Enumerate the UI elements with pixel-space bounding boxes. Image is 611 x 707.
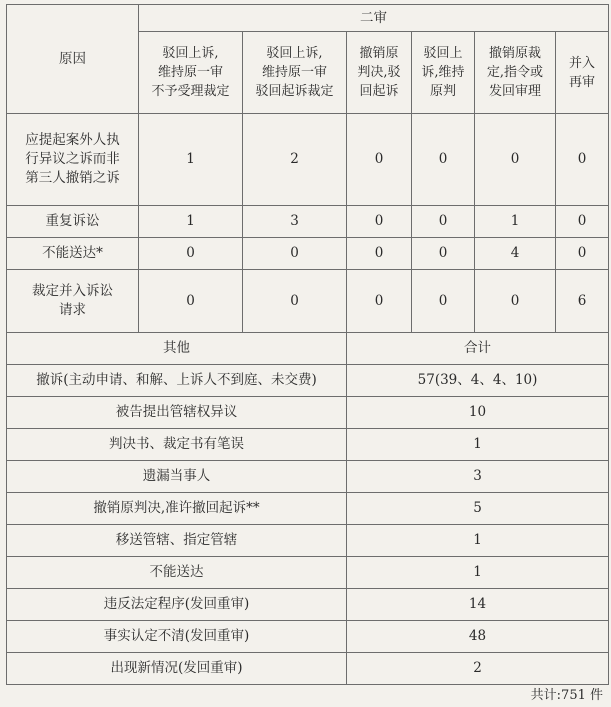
other-value: 57(39、4、4、10) [347, 365, 609, 397]
other-row [7, 429, 609, 461]
other-value: 1 [347, 429, 609, 461]
other-row [7, 589, 609, 621]
reason-row [7, 114, 609, 206]
reason-label: 应提起案外人执 行异议之诉而非 第三人撤销之诉 [7, 114, 139, 206]
other-label: 判决书、裁定书有笔误 [7, 429, 347, 461]
other-value: 1 [347, 525, 609, 557]
reason-value: 2 [243, 114, 347, 206]
column-header: 撤销原 判决,驳 回起诉 [347, 32, 412, 114]
reason-value: 3 [243, 206, 347, 238]
other-value: 14 [347, 589, 609, 621]
column-header: 驳回上 诉,维持 原判 [412, 32, 475, 114]
other-header-label: 其他 [7, 333, 347, 365]
other-header-row [7, 333, 609, 365]
reason-value: 0 [347, 114, 412, 206]
other-row [7, 493, 609, 525]
other-value: 10 [347, 397, 609, 429]
other-value: 2 [347, 653, 609, 685]
other-value: 5 [347, 493, 609, 525]
other-label: 不能送达 [7, 557, 347, 589]
other-row [7, 461, 609, 493]
reason-value: 0 [475, 114, 556, 206]
reason-value: 0 [139, 238, 243, 270]
column-header: 驳回上诉, 维持原一审 驳回起诉裁定 [243, 32, 347, 114]
other-value: 3 [347, 461, 609, 493]
other-row [7, 653, 609, 685]
reason-value: 0 [347, 206, 412, 238]
reason-label: 不能送达* [7, 238, 139, 270]
other-row [7, 557, 609, 589]
other-label: 事实认定不清(发回重审) [7, 621, 347, 653]
reason-value: 0 [556, 238, 609, 270]
header-row-top [7, 5, 609, 32]
header-reason: 原因 [7, 5, 139, 114]
reason-row [7, 206, 609, 238]
reason-value: 6 [556, 270, 609, 333]
other-label: 出现新情况(发回重审) [7, 653, 347, 685]
other-label: 撤诉(主动申请、和解、上诉人不到庭、未交费) [7, 365, 347, 397]
reason-value: 0 [556, 206, 609, 238]
column-header: 驳回上诉, 维持原一审 不予受理裁定 [139, 32, 243, 114]
reason-row [7, 270, 609, 333]
reason-row [7, 238, 609, 270]
other-label: 撤销原判决,准许撤回起诉** [7, 493, 347, 525]
other-row [7, 525, 609, 557]
statistics-table [6, 4, 609, 685]
reason-value: 0 [139, 270, 243, 333]
reason-value: 0 [556, 114, 609, 206]
other-row [7, 621, 609, 653]
reason-value: 1 [139, 206, 243, 238]
reason-value: 0 [243, 270, 347, 333]
reason-value: 0 [412, 206, 475, 238]
other-value: 1 [347, 557, 609, 589]
other-label: 遗漏当事人 [7, 461, 347, 493]
other-label: 违反法定程序(发回重审) [7, 589, 347, 621]
column-header: 并入 再审 [556, 32, 609, 114]
other-row [7, 365, 609, 397]
reason-value: 0 [243, 238, 347, 270]
reason-value: 4 [475, 238, 556, 270]
column-header: 撤销原裁 定,指令或 发回审理 [475, 32, 556, 114]
reason-value: 0 [347, 238, 412, 270]
other-label: 被告提出管辖权异议 [7, 397, 347, 429]
reason-value: 0 [412, 238, 475, 270]
reason-value: 1 [475, 206, 556, 238]
other-header-total: 合计 [347, 333, 609, 365]
other-row [7, 397, 609, 429]
other-label: 移送管辖、指定管辖 [7, 525, 347, 557]
reason-value: 0 [412, 114, 475, 206]
header-second-instance: 二审 [139, 5, 609, 32]
other-value: 48 [347, 621, 609, 653]
reason-value: 0 [412, 270, 475, 333]
reason-value: 0 [475, 270, 556, 333]
reason-value: 0 [347, 270, 412, 333]
reason-label: 裁定并入诉讼 请求 [7, 270, 139, 333]
reason-label: 重复诉讼 [7, 206, 139, 238]
total-count: 共计:751 件 [530, 688, 603, 703]
reason-value: 1 [139, 114, 243, 206]
